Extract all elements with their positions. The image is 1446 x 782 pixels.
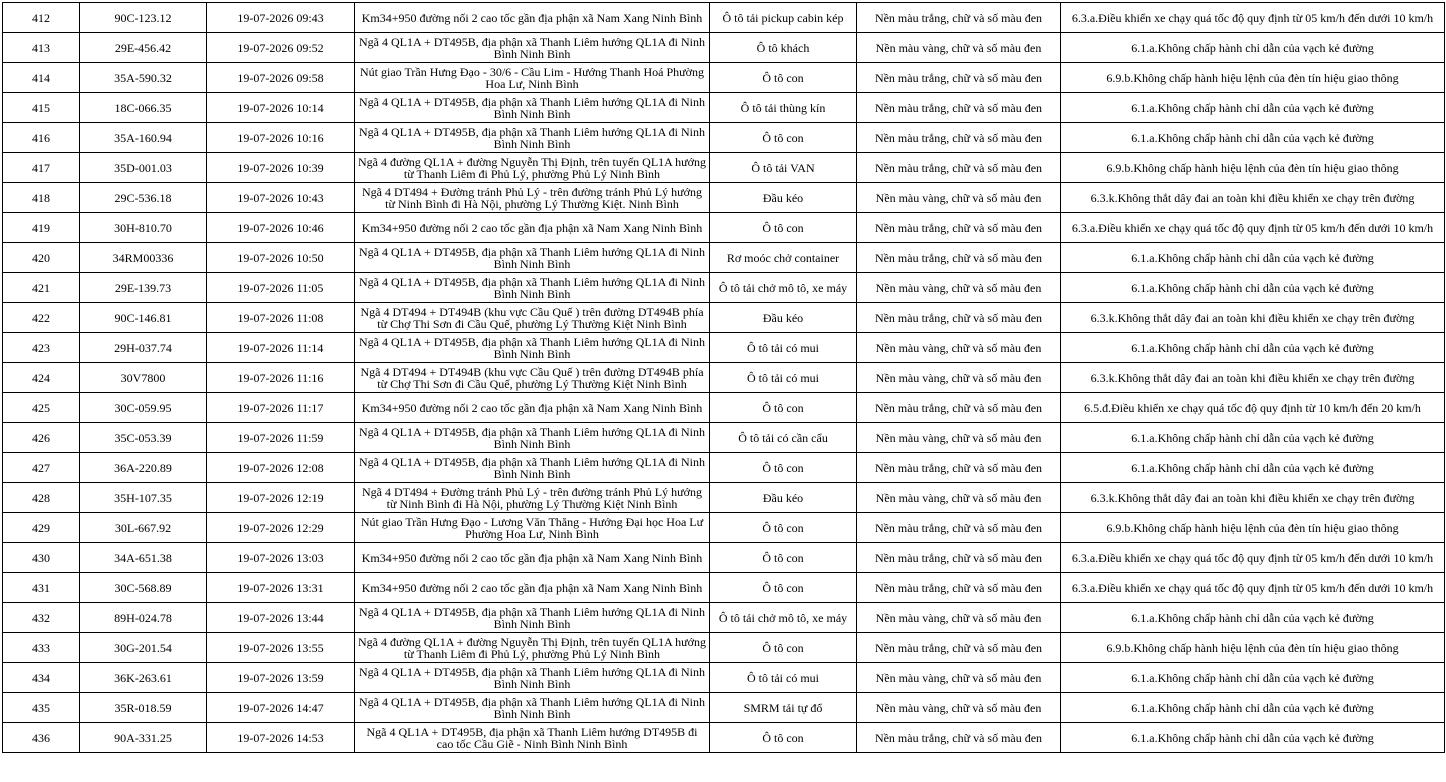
cell-location: Nút giao Trần Hưng Đạo - 30/6 - Cầu Lim - Hướng Thanh Hoá Phường Hoa Lư, Ninh Bình xyxy=(355,63,710,93)
cell-plate-color: Nền màu trắng, chữ và số màu đen xyxy=(857,93,1061,123)
table-row xyxy=(3,303,1445,333)
cell-violation: 6.3.a.Điều khiển xe chạy quá tốc độ quy định từ 05 km/h đến dưới 10 km/h xyxy=(1061,3,1445,33)
cell-vehicle-type: Ô tô tải có mui xyxy=(710,663,857,693)
cell-stt: 419 xyxy=(3,213,80,243)
cell-plate-color: Nền màu trắng, chữ và số màu đen xyxy=(857,453,1061,483)
cell-location: Ngã 4 QL1A + DT495B, địa phận xã Thanh Liêm hướng QL1A đi Ninh Bình Ninh Bình xyxy=(355,243,710,273)
cell-stt: 415 xyxy=(3,93,80,123)
cell-plate: 90C-146.81 xyxy=(80,303,207,333)
cell-plate-color: Nền màu vàng, chữ và số màu đen xyxy=(857,663,1061,693)
cell-location: Ngã 4 QL1A + DT495B, địa phận xã Thanh Liêm hướng QL1A đi Ninh Bình Ninh Bình xyxy=(355,123,710,153)
cell-location: Ngã 4 QL1A + DT495B, địa phận xã Thanh Liêm hướng QL1A đi Ninh Bình Ninh Bình xyxy=(355,93,710,123)
cell-plate: 35D-001.03 xyxy=(80,153,207,183)
cell-vehicle-type: Ô tô tải chở mô tô, xe máy xyxy=(710,603,857,633)
cell-violation: 6.1.a.Không chấp hành chỉ dẫn của vạch kẻ đường xyxy=(1061,603,1445,633)
cell-location: Ngã 4 QL1A + DT495B, địa phận xã Thanh Liêm hướng QL1A đi Ninh Bình Ninh Bình xyxy=(355,693,710,723)
cell-plate: 90A-331.25 xyxy=(80,723,207,753)
cell-violation: 6.1.a.Không chấp hành chỉ dẫn của vạch kẻ đường xyxy=(1061,723,1445,753)
table-row xyxy=(3,333,1445,363)
cell-time: 19-07-2026 13:44 xyxy=(207,603,355,633)
cell-violation: 6.1.a.Không chấp hành chỉ dẫn của vạch kẻ đường xyxy=(1061,93,1445,123)
table-row xyxy=(3,123,1445,153)
cell-plate: 29E-456.42 xyxy=(80,33,207,63)
cell-vehicle-type: Ô tô tải có mui xyxy=(710,363,857,393)
table-row xyxy=(3,513,1445,543)
cell-location: Km34+950 đường nối 2 cao tốc gần địa phận xã Nam Xang Ninh Bình xyxy=(355,543,710,573)
table-row xyxy=(3,603,1445,633)
table-row xyxy=(3,423,1445,453)
cell-stt: 432 xyxy=(3,603,80,633)
cell-vehicle-type: Ô tô tải VAN xyxy=(710,153,857,183)
cell-plate: 34A-651.38 xyxy=(80,543,207,573)
cell-time: 19-07-2026 09:43 xyxy=(207,3,355,33)
cell-location: Ngã 4 QL1A + DT495B, địa phận xã Thanh Liêm hướng QL1A đi Ninh Bình Ninh Bình xyxy=(355,333,710,363)
cell-vehicle-type: Ô tô khách xyxy=(710,33,857,63)
cell-plate-color: Nền màu vàng, chữ và số màu đen xyxy=(857,333,1061,363)
cell-vehicle-type: Ô tô con xyxy=(710,513,857,543)
table-row xyxy=(3,633,1445,663)
cell-plate: 30H-810.70 xyxy=(80,213,207,243)
cell-time: 19-07-2026 09:52 xyxy=(207,33,355,63)
cell-violation: 6.3.a.Điều khiển xe chạy quá tốc độ quy định từ 05 km/h đến dưới 10 km/h xyxy=(1061,573,1445,603)
cell-plate-color: Nền màu trắng, chữ và số màu đen xyxy=(857,243,1061,273)
cell-violation: 6.1.a.Không chấp hành chỉ dẫn của vạch kẻ đường xyxy=(1061,423,1445,453)
cell-time: 19-07-2026 11:17 xyxy=(207,393,355,423)
cell-stt: 433 xyxy=(3,633,80,663)
cell-violation: 6.9.b.Không chấp hành hiệu lệnh của đèn tín hiệu giao thông xyxy=(1061,63,1445,93)
cell-location: Ngã 4 QL1A + DT495B, địa phận xã Thanh Liêm hướng QL1A đi Ninh Bình Ninh Bình xyxy=(355,603,710,633)
cell-location: Km34+950 đường nối 2 cao tốc gần địa phận xã Nam Xang Ninh Bình xyxy=(355,3,710,33)
cell-plate: 35C-053.39 xyxy=(80,423,207,453)
cell-plate: 29C-536.18 xyxy=(80,183,207,213)
cell-time: 19-07-2026 11:05 xyxy=(207,273,355,303)
violations-table xyxy=(2,2,1445,753)
cell-plate: 30G-201.54 xyxy=(80,633,207,663)
cell-stt: 428 xyxy=(3,483,80,513)
cell-plate-color: Nền màu vàng, chữ và số màu đen xyxy=(857,33,1061,63)
cell-time: 19-07-2026 13:31 xyxy=(207,573,355,603)
cell-stt: 427 xyxy=(3,453,80,483)
cell-plate-color: Nền màu vàng, chữ và số màu đen xyxy=(857,273,1061,303)
cell-stt: 418 xyxy=(3,183,80,213)
cell-plate: 35H-107.35 xyxy=(80,483,207,513)
cell-location: Ngã 4 DT494 + DT494B (khu vực Cầu Quế ) trên đường DT494B phía từ Chợ Thi Sơn đi Cầu Quế, phường Lý Thường Kiệt Ninh Bình xyxy=(355,363,710,393)
cell-location: Ngã 4 QL1A + DT495B, địa phận xã Thanh Liêm hướng DT495B đi cao tốc Cầu Giẽ - Ninh Bình Ninh Bình xyxy=(355,723,710,753)
cell-plate: 18C-066.35 xyxy=(80,93,207,123)
cell-location: Ngã 4 QL1A + DT495B, địa phận xã Thanh Liêm hướng QL1A đi Ninh Bình Ninh Bình xyxy=(355,33,710,63)
cell-violation: 6.1.a.Không chấp hành chỉ dẫn của vạch kẻ đường xyxy=(1061,453,1445,483)
cell-plate-color: Nền màu vàng, chữ và số màu đen xyxy=(857,423,1061,453)
cell-vehicle-type: Ô tô con xyxy=(710,543,857,573)
cell-stt: 435 xyxy=(3,693,80,723)
cell-violation: 6.1.a.Không chấp hành chỉ dẫn của vạch kẻ đường xyxy=(1061,693,1445,723)
cell-time: 19-07-2026 13:55 xyxy=(207,633,355,663)
cell-time: 19-07-2026 09:58 xyxy=(207,63,355,93)
cell-stt: 434 xyxy=(3,663,80,693)
cell-plate: 90C-123.12 xyxy=(80,3,207,33)
cell-violation: 6.9.b.Không chấp hành hiệu lệnh của đèn tín hiệu giao thông xyxy=(1061,513,1445,543)
cell-violation: 6.1.a.Không chấp hành chỉ dẫn của vạch kẻ đường xyxy=(1061,333,1445,363)
cell-violation: 6.1.a.Không chấp hành chỉ dẫn của vạch kẻ đường xyxy=(1061,123,1445,153)
cell-violation: 6.3.a.Điều khiển xe chạy quá tốc độ quy định từ 05 km/h đến dưới 10 km/h xyxy=(1061,543,1445,573)
cell-plate: 30C-059.95 xyxy=(80,393,207,423)
table-row xyxy=(3,33,1445,63)
cell-plate-color: Nền màu trắng, chữ và số màu đen xyxy=(857,123,1061,153)
cell-plate-color: Nền màu trắng, chữ và số màu đen xyxy=(857,153,1061,183)
cell-plate: 30L-667.92 xyxy=(80,513,207,543)
cell-plate-color: Nền màu trắng, chữ và số màu đen xyxy=(857,513,1061,543)
cell-location: Ngã 4 DT494 + DT494B (khu vực Cầu Quế ) trên đường DT494B phía từ Chợ Thi Sơn đi Cầu Quế, phường Lý Thường Kiệt Ninh Bình xyxy=(355,303,710,333)
cell-time: 19-07-2026 13:03 xyxy=(207,543,355,573)
cell-plate: 35A-160.94 xyxy=(80,123,207,153)
cell-time: 19-07-2026 14:53 xyxy=(207,723,355,753)
cell-time: 19-07-2026 10:50 xyxy=(207,243,355,273)
cell-time: 19-07-2026 12:08 xyxy=(207,453,355,483)
table-row xyxy=(3,483,1445,513)
cell-vehicle-type: Ô tô con xyxy=(710,63,857,93)
cell-violation: 6.3.k.Không thắt dây đai an toàn khi điều khiển xe chạy trên đường xyxy=(1061,363,1445,393)
table-row xyxy=(3,273,1445,303)
cell-time: 19-07-2026 12:29 xyxy=(207,513,355,543)
cell-time: 19-07-2026 11:59 xyxy=(207,423,355,453)
table-row xyxy=(3,3,1445,33)
cell-plate: 36A-220.89 xyxy=(80,453,207,483)
cell-vehicle-type: Ô tô con xyxy=(710,123,857,153)
cell-violation: 6.3.k.Không thắt dây đai an toàn khi điều khiển xe chạy trên đường xyxy=(1061,303,1445,333)
cell-plate-color: Nền màu vàng, chữ và số màu đen xyxy=(857,483,1061,513)
cell-plate-color: Nền màu trắng, chữ và số màu đen xyxy=(857,3,1061,33)
cell-plate: 89H-024.78 xyxy=(80,603,207,633)
cell-violation: 6.3.k.Không thắt dây đai an toàn khi điều khiển xe chạy trên đường xyxy=(1061,483,1445,513)
cell-plate-color: Nền màu vàng, chữ và số màu đen xyxy=(857,363,1061,393)
table-row xyxy=(3,393,1445,423)
cell-stt: 426 xyxy=(3,423,80,453)
cell-time: 19-07-2026 11:16 xyxy=(207,363,355,393)
cell-vehicle-type: Ô tô tải pickup cabin kép xyxy=(710,3,857,33)
cell-location: Ngã 4 QL1A + DT495B, địa phận xã Thanh Liêm hướng QL1A đi Ninh Bình Ninh Bình xyxy=(355,273,710,303)
cell-location: Ngã 4 đường QL1A + đường Nguyễn Thị Định, trên tuyến QL1A hướng từ Thanh Liêm đi Phủ Lý, phường Phủ Lý Ninh Bình xyxy=(355,633,710,663)
cell-plate: 35R-018.59 xyxy=(80,693,207,723)
cell-location: Km34+950 đường nối 2 cao tốc gần địa phận xã Nam Xang Ninh Bình xyxy=(355,213,710,243)
cell-location: Ngã 4 DT494 + Đường tránh Phủ Lý - trên đường tránh Phủ Lý hướng từ Ninh Bình đi Hà Nội, phường Lý Thường Kiệt. Ninh Bình xyxy=(355,183,710,213)
cell-location: Ngã 4 DT494 + Đường tránh Phủ Lý - trên đường tránh Phủ Lý hướng từ Ninh Bình đi Hà Nội, phường Lý Thường Kiệt Ninh Bình xyxy=(355,483,710,513)
table-row xyxy=(3,153,1445,183)
cell-time: 19-07-2026 10:43 xyxy=(207,183,355,213)
cell-stt: 413 xyxy=(3,33,80,63)
table-body xyxy=(3,3,1445,753)
cell-stt: 421 xyxy=(3,273,80,303)
cell-plate-color: Nền màu trắng, chữ và số màu đen xyxy=(857,63,1061,93)
cell-vehicle-type: Đầu kéo xyxy=(710,483,857,513)
cell-time: 19-07-2026 11:14 xyxy=(207,333,355,363)
cell-violation: 6.5.đ.Điều khiển xe chạy quá tốc độ quy định từ 10 km/h đến 20 km/h xyxy=(1061,393,1445,423)
cell-time: 19-07-2026 12:19 xyxy=(207,483,355,513)
cell-time: 19-07-2026 10:16 xyxy=(207,123,355,153)
cell-stt: 420 xyxy=(3,243,80,273)
cell-stt: 436 xyxy=(3,723,80,753)
table-row xyxy=(3,363,1445,393)
cell-plate-color: Nền màu trắng, chữ và số màu đen xyxy=(857,393,1061,423)
cell-time: 19-07-2026 13:59 xyxy=(207,663,355,693)
cell-stt: 423 xyxy=(3,333,80,363)
cell-violation: 6.1.a.Không chấp hành chỉ dẫn của vạch kẻ đường xyxy=(1061,33,1445,63)
cell-plate: 30V7800 xyxy=(80,363,207,393)
cell-plate-color: Nền màu trắng, chữ và số màu đen xyxy=(857,543,1061,573)
cell-plate: 34RM00336 xyxy=(80,243,207,273)
table-row xyxy=(3,663,1445,693)
cell-violation: 6.1.a.Không chấp hành chỉ dẫn của vạch kẻ đường xyxy=(1061,243,1445,273)
table-row xyxy=(3,573,1445,603)
cell-violation: 6.3.a.Điều khiển xe chạy quá tốc độ quy định từ 05 km/h đến dưới 10 km/h xyxy=(1061,213,1445,243)
cell-vehicle-type: Ô tô tải có cần cẩu xyxy=(710,423,857,453)
table-row xyxy=(3,693,1445,723)
cell-location: Ngã 4 QL1A + DT495B, địa phận xã Thanh Liêm hướng QL1A đi Ninh Bình Ninh Bình xyxy=(355,423,710,453)
cell-plate-color: Nền màu vàng, chữ và số màu đen xyxy=(857,693,1061,723)
cell-plate: 35A-590.32 xyxy=(80,63,207,93)
cell-location: Ngã 4 QL1A + DT495B, địa phận xã Thanh Liêm hướng QL1A đi Ninh Bình Ninh Bình xyxy=(355,663,710,693)
cell-vehicle-type: Ô tô con xyxy=(710,393,857,423)
table-row xyxy=(3,243,1445,273)
cell-plate-color: Nền màu vàng, chữ và số màu đen xyxy=(857,603,1061,633)
cell-time: 19-07-2026 10:46 xyxy=(207,213,355,243)
cell-vehicle-type: Đầu kéo xyxy=(710,303,857,333)
cell-plate-color: Nền màu trắng, chữ và số màu đen xyxy=(857,213,1061,243)
table-row xyxy=(3,453,1445,483)
cell-violation: 6.9.b.Không chấp hành hiệu lệnh của đèn tín hiệu giao thông xyxy=(1061,153,1445,183)
cell-vehicle-type: Ô tô con xyxy=(710,573,857,603)
table-row xyxy=(3,543,1445,573)
cell-time: 19-07-2026 10:14 xyxy=(207,93,355,123)
cell-location: Km34+950 đường nối 2 cao tốc gần địa phận xã Nam Xang Ninh Bình xyxy=(355,393,710,423)
cell-stt: 416 xyxy=(3,123,80,153)
cell-location: Ngã 4 đường QL1A + đường Nguyễn Thị Định, trên tuyến QL1A hướng từ Thanh Liêm đi Phủ Lý, phường Phủ Lý Ninh Bình xyxy=(355,153,710,183)
cell-stt: 424 xyxy=(3,363,80,393)
cell-location: Ngã 4 QL1A + DT495B, địa phận xã Thanh Liêm hướng QL1A đi Ninh Bình Ninh Bình xyxy=(355,453,710,483)
cell-plate: 29H-037.74 xyxy=(80,333,207,363)
table-row xyxy=(3,723,1445,753)
cell-vehicle-type: Ô tô con xyxy=(710,213,857,243)
cell-vehicle-type: Ô tô con xyxy=(710,723,857,753)
cell-stt: 430 xyxy=(3,543,80,573)
cell-stt: 412 xyxy=(3,3,80,33)
cell-time: 19-07-2026 14:47 xyxy=(207,693,355,723)
cell-plate: 29E-139.73 xyxy=(80,273,207,303)
cell-time: 19-07-2026 10:39 xyxy=(207,153,355,183)
table-row xyxy=(3,183,1445,213)
cell-plate-color: Nền màu trắng, chữ và số màu đen xyxy=(857,573,1061,603)
cell-location: Km34+950 đường nối 2 cao tốc gần địa phận xã Nam Xang Ninh Bình xyxy=(355,573,710,603)
table-row xyxy=(3,213,1445,243)
cell-violation: 6.9.b.Không chấp hành hiệu lệnh của đèn tín hiệu giao thông xyxy=(1061,633,1445,663)
cell-vehicle-type: Ô tô con xyxy=(710,453,857,483)
cell-stt: 417 xyxy=(3,153,80,183)
cell-vehicle-type: Ô tô tải có mui xyxy=(710,333,857,363)
table-row xyxy=(3,93,1445,123)
cell-violation: 6.3.k.Không thắt dây đai an toàn khi điều khiển xe chạy trên đường xyxy=(1061,183,1445,213)
cell-vehicle-type: Ô tô tải chở mô tô, xe máy xyxy=(710,273,857,303)
cell-stt: 414 xyxy=(3,63,80,93)
cell-vehicle-type: Ô tô con xyxy=(710,633,857,663)
cell-stt: 429 xyxy=(3,513,80,543)
cell-stt: 422 xyxy=(3,303,80,333)
table-row xyxy=(3,63,1445,93)
cell-vehicle-type: Rơ moóc chở container xyxy=(710,243,857,273)
cell-stt: 425 xyxy=(3,393,80,423)
cell-violation: 6.1.a.Không chấp hành chỉ dẫn của vạch kẻ đường xyxy=(1061,273,1445,303)
cell-vehicle-type: Ô tô tải thùng kín xyxy=(710,93,857,123)
cell-vehicle-type: SMRM tải tự đổ xyxy=(710,693,857,723)
cell-plate-color: Nền màu trắng, chữ và số màu đen xyxy=(857,723,1061,753)
cell-stt: 431 xyxy=(3,573,80,603)
cell-vehicle-type: Đầu kéo xyxy=(710,183,857,213)
cell-plate-color: Nền màu vàng, chữ và số màu đen xyxy=(857,183,1061,213)
cell-plate-color: Nền màu trắng, chữ và số màu đen xyxy=(857,633,1061,663)
cell-time: 19-07-2026 11:08 xyxy=(207,303,355,333)
cell-plate: 36K-263.61 xyxy=(80,663,207,693)
cell-location: Nút giao Trần Hưng Đạo - Lương Văn Thăng - Hướng Đại học Hoa Lư Phường Hoa Lư, Ninh Bình xyxy=(355,513,710,543)
cell-violation: 6.1.a.Không chấp hành chỉ dẫn của vạch kẻ đường xyxy=(1061,663,1445,693)
cell-plate-color: Nền màu trắng, chữ và số màu đen xyxy=(857,303,1061,333)
cell-plate: 30C-568.89 xyxy=(80,573,207,603)
